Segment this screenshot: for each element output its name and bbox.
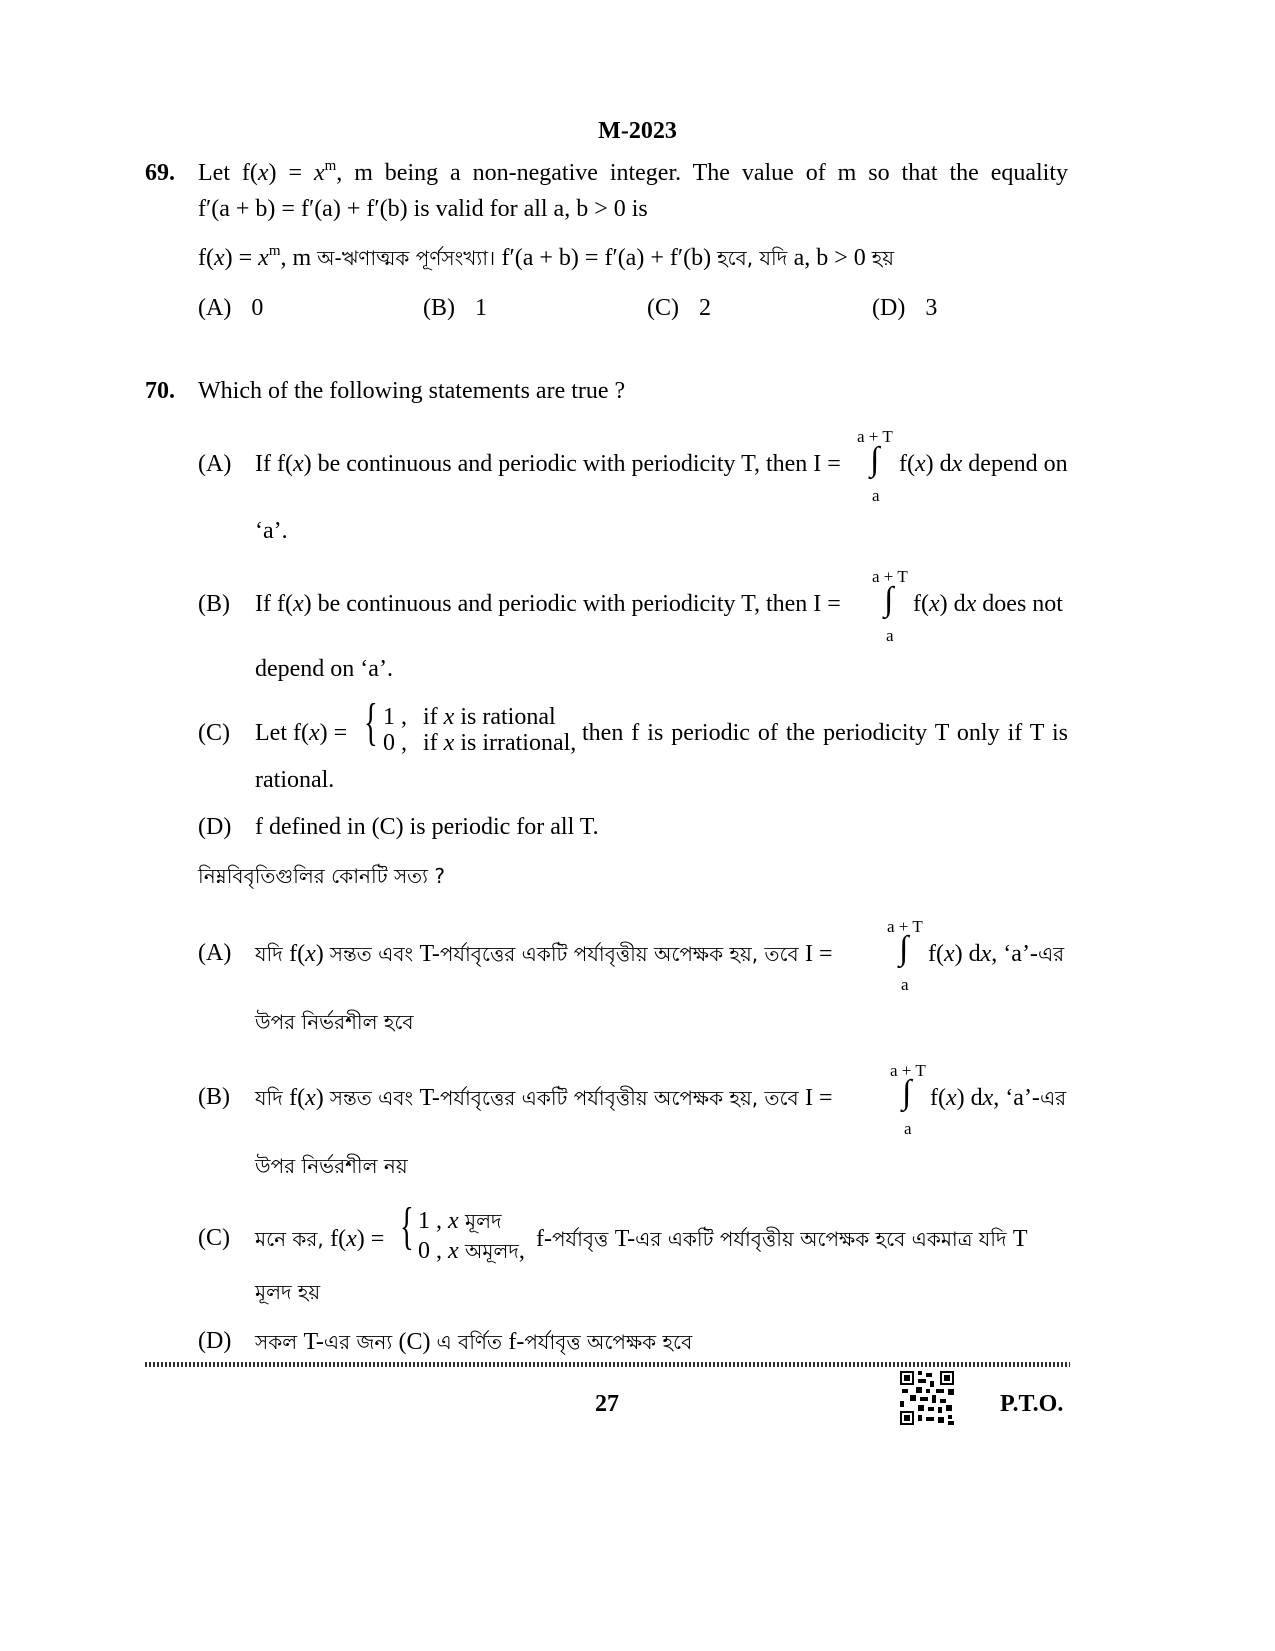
q70-bn-a-continuation: উপর নির্ভরশীল হবে: [255, 1010, 414, 1034]
q70-bn-c-label: (C): [198, 1225, 230, 1251]
q70-en-a-continuation: ‘a’.: [255, 518, 288, 544]
q70-bn-c-text: মনে কর, f(x) =: [255, 1226, 385, 1252]
q70-bn-d-text: সকল T-এর জন্য (C) এ বর্ণিত f-পর্যাবৃত্ত অপেক্ষক হবে: [255, 1329, 693, 1355]
page-header-code: M-2023: [598, 118, 677, 144]
question-number-70: 70.: [145, 378, 175, 404]
q70-bn-a-upper-limit: a + T: [887, 917, 923, 936]
question-number-69: 69.: [145, 160, 175, 186]
q70-bn-a-label: (A): [198, 940, 232, 966]
q70-en-b-text: If f(x) be continuous and periodic with periodicity T, then I =: [255, 591, 841, 617]
page-number: 27: [595, 1391, 619, 1417]
q70-bn-c-text-after: f-পর্যাবৃত্ত T-এর একটি পর্যাবৃত্তীয় অপেক্ষক হবে একমাত্র যদি T: [536, 1226, 1028, 1252]
q70-en-c-label: (C): [198, 720, 230, 746]
q70-en-d-text: f defined in (C) is periodic for all T.: [255, 814, 599, 840]
q69-option-c: (C) 2: [647, 295, 711, 321]
q70-en-a-upper-limit: a + T: [857, 427, 893, 446]
q70-bn-c-case-2: 0 , x অমূলদ,: [418, 1238, 525, 1264]
q70-en-c-text-after: then f is periodic of the periodicity T only if T is: [582, 720, 1068, 746]
q70-bn-b-upper-limit: a + T: [890, 1061, 926, 1080]
please-turn-over: P.T.O.: [1000, 1391, 1064, 1417]
q70-bn-b-continuation: উপর নির্ভরশীল নয়: [255, 1154, 408, 1178]
q70-bn-b-integrand: f(x) dx, ‘a’-এর: [930, 1085, 1067, 1111]
confidential-strip: [145, 1362, 1070, 1367]
q69-option-b: (B) 1: [423, 295, 487, 321]
q70-en-c-text: Let f(x) =: [255, 720, 348, 746]
q70-bn-a-integral-sign: ∫: [899, 930, 909, 967]
q70-bn-a-integrand: f(x) dx, ‘a’-এর: [928, 941, 1065, 967]
q69-option-d: (D) 3: [872, 295, 938, 321]
q70-en-b-continuation: depend on ‘a’.: [255, 656, 393, 682]
qr-code-icon: [900, 1371, 954, 1425]
q70-en-b-integrand: f(x) dx does not: [913, 591, 1063, 617]
q69-english-line-2: f′(a + b) = f′(a) + f′(b) is valid for all a, b > 0 is: [198, 196, 648, 222]
q70-bn-b-text: যদি f(x) সন্তত এবং T-পর্যাবৃত্তের একটি পর্যাবৃত্তীয় অপেক্ষক হয়, তবে I =: [255, 1085, 833, 1111]
q70-bn-a-lower-limit: a: [901, 975, 909, 994]
q70-en-a-integrand: f(x) dx depend on: [899, 451, 1068, 477]
q70-en-a-text: If f(x) be continuous and periodic with periodicity T, then I =: [255, 451, 841, 477]
q70-en-b-integral-sign: ∫: [884, 581, 894, 618]
q70-bengali-stem: নিম্নবিবৃতিগুলির কোনটি সত্য ?: [198, 864, 445, 888]
q69-english-line-1: Let $f(x) = x^m$, m being a non-negative integer. The value of m so that the equality: [198, 158, 1069, 186]
q70-bn-a-text: যদি f(x) সন্তত এবং T-পর্যাবৃত্তের একটি পর্যাবৃত্তীয় অপেক্ষক হয়, তবে I =: [255, 941, 833, 967]
q70-bn-b-lower-limit: a: [904, 1119, 912, 1138]
q70-bn-b-label: (B): [198, 1084, 230, 1110]
q70-en-c-case-1: 1 , if x is rational: [383, 704, 556, 730]
q70-en-b-lower-limit: a: [886, 626, 894, 645]
q70-bn-c-continuation: মূলদ হয়: [255, 1280, 321, 1304]
q70-en-c-case-2: 0 , if x is irrational,: [383, 730, 577, 756]
q70-bn-b-integral-sign: ∫: [902, 1074, 912, 1111]
q69-option-a: (A) 0: [198, 295, 264, 321]
q70-en-a-label: (A): [198, 451, 232, 477]
q70-en-a-integral-sign: ∫: [870, 441, 880, 478]
q70-en-b-label: (B): [198, 591, 230, 617]
q70-en-c-continuation: rational.: [255, 767, 335, 793]
q70-en-c-brace: {: [364, 694, 378, 751]
q70-en-b-upper-limit: a + T: [872, 567, 908, 586]
q70-bn-d-label: (D): [198, 1328, 232, 1354]
q70-stem: Which of the following statements are true ?: [198, 378, 626, 404]
q69-bengali-line: $f(x) = x^m$, m অ-ঋণাত্মক পূর্ণসংখ্যা। f′(a + b) = f′(a) + f′(b) হবে, যদি a, b > 0 হয়: [198, 243, 895, 271]
q70-bn-c-brace: {: [400, 1198, 414, 1255]
q70-en-a-lower-limit: a: [872, 486, 880, 505]
q70-bn-c-case-1: 1 , x মূলদ: [418, 1208, 502, 1234]
q70-en-d-label: (D): [198, 814, 232, 840]
